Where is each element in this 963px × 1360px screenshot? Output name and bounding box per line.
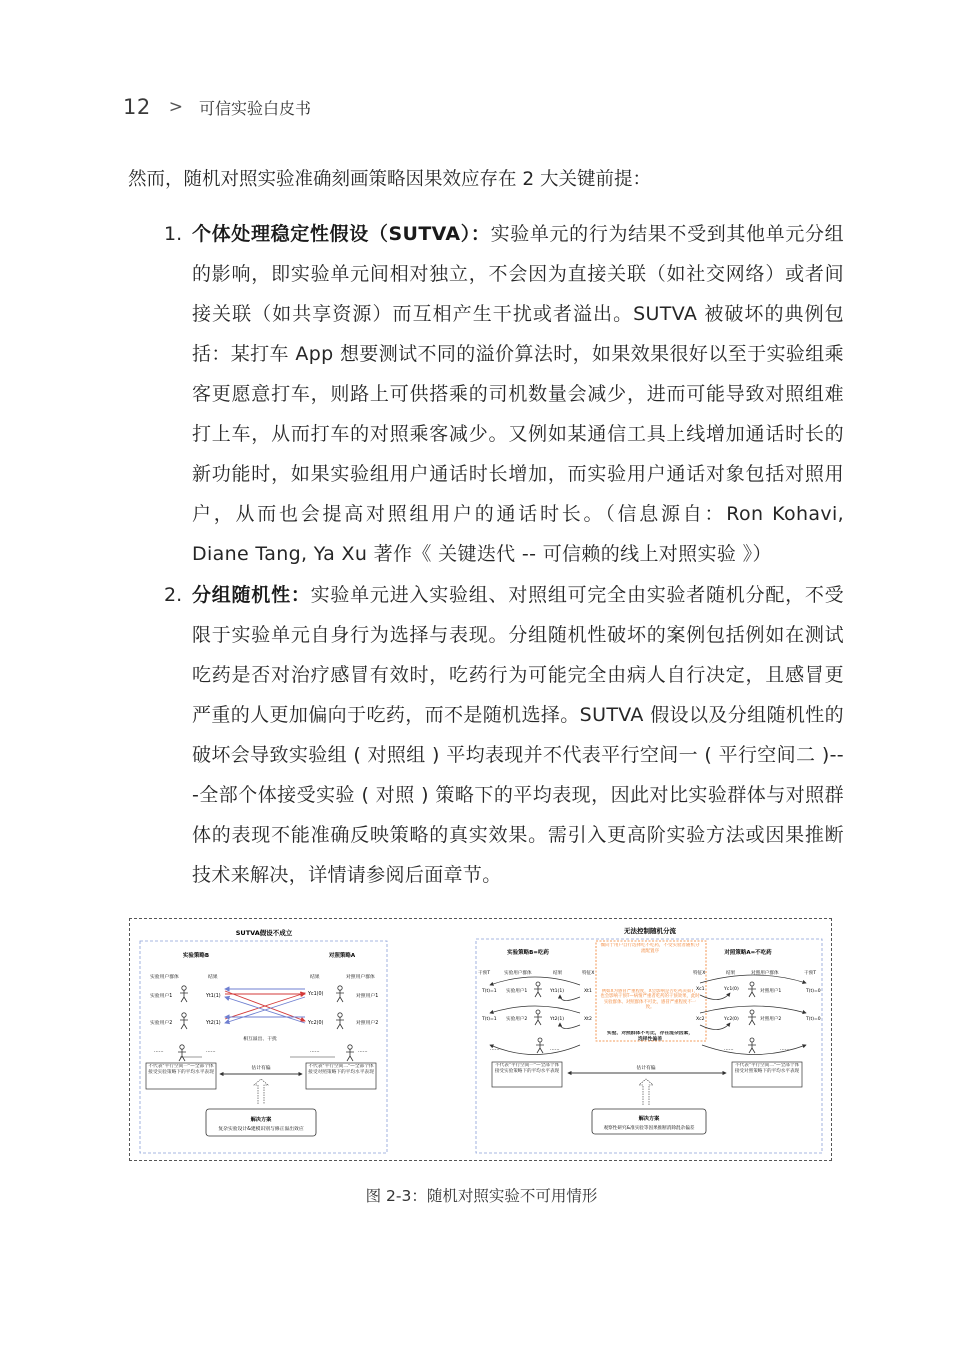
list-item-text: 实验单元进入实验组、对照组可完全由实验者随机分配，不受限于实验单元自身行为选择与表现。分组随机性破坏的案例包括例如在测试吃药是否对治疗感冒有效时，吃药行为可能完全由病人自行决定，且感冒更严重的人更加偏向于吃药，而不是随机选择。SUTVA 假设以及分组随机性的破坏会导致实验组 ( 对照组 ) 平均表现并不代表平行空间一 ( 平行空间二 )---全部个体接受实验 ( 对照 ) 策略下的平均表现，因此对比实验群体与对照群体的表现不能准确反映策略的真实效果。需引入更高阶实验方法或因果推断技术来解决，详情请参阅后面章节。 — [192, 584, 844, 886]
right-panel — [476, 926, 822, 1153]
running-header — [123, 92, 311, 122]
right-t2: T(t)=1 — [482, 1017, 497, 1022]
left-ctl-user1: 对照用户1 — [356, 994, 379, 999]
list-item-text: 实验单元的行为结果不受到其他单元分组的影响，即实验单元间相对独立，不会因为直接关联（如社交网络）或者间接关联（如共享资源）而互相产生干扰或者溢出。SUTVA 被破坏的典例包括：某打车 App 想要测试不同的溢价算法时，如果效果很好以至于实验组乘客更愿意打车，则路上可供搭乘的司机数量会减少，进而可能导致对照组难打上车，从而打车的对照乘客减少。又例如某通信工具上线增加通话时长的新功能时，如果实验组用户通话时长增加，而实验用户通话对象包括对照用户，从而也会提高对照组用户的通话时长。（信息源自：Ron Kohavi, Diane Tang, Ya Xu 著作《 关键迭代 -- 可信赖的线上对照实验 》） — [192, 223, 844, 565]
right-note-left: 不代表"平行空间一"—全部个体接受实验策略下的平均水平表现 — [494, 1063, 560, 1074]
list-item-heading: 分组随机性： — [192, 584, 311, 606]
right-ctl-user2: 对照用户2 — [760, 1017, 782, 1022]
left-solution-text: 复杂实验设计&建模识别与修正溢出效应 — [218, 1127, 304, 1132]
left-yt1: Yt1(1) — [206, 994, 221, 999]
list-item — [164, 214, 844, 574]
right-yt1: Yt1(1) — [550, 989, 565, 994]
left-ctl-user2: 对照用户2 — [356, 1021, 379, 1026]
right-t4: T(t)=0 — [806, 1017, 821, 1022]
right-intervene-a: 干预T — [478, 971, 490, 976]
list-item-heading: 个体处理稳定性假设（SUTVA）： — [192, 223, 491, 245]
person-icon — [178, 986, 354, 1061]
right-group-ctl: 对照用户群体 — [751, 971, 779, 976]
right-result-b: 结果 — [726, 971, 736, 976]
figure-diagram — [129, 918, 832, 1161]
left-treatment-title: 实验策略B — [182, 953, 210, 959]
right-feature-a: 特征X — [582, 971, 595, 976]
left-dots-a: ...... — [154, 1048, 164, 1054]
right-yc2: Yc2(0) — [724, 1017, 739, 1022]
left-col-result-b: 结果 — [310, 975, 320, 980]
right-dots-c: ...... — [724, 1046, 734, 1052]
left-estimate-label: 估计有偏 — [251, 1066, 271, 1071]
left-yt2: Yt2(1) — [206, 1021, 221, 1026]
right-xc2: Xc2 — [696, 1017, 705, 1022]
right-estimate-label: 估计有偏 — [636, 1066, 656, 1071]
left-dots-c: ...... — [310, 1048, 320, 1054]
confound-note: 实验、对照群体不可比，存在混杂因素，选择性偏差 — [606, 1031, 694, 1042]
right-dots-a: ...... — [490, 1046, 500, 1052]
diagram-svg — [130, 919, 832, 1161]
right-t3: T(t)=0 — [806, 989, 821, 994]
left-note-left: 不代表"平行空间一"—全部个体接受实验策略下的平均水平表现 — [148, 1064, 214, 1075]
right-group-exp: 实验用户群体 — [504, 971, 532, 976]
right-yc1: Yc1(0) — [724, 987, 739, 992]
right-solution-text: 观察性研究&准实验等因果推断消除混杂偏差 — [603, 1126, 695, 1131]
right-control-title: 对照策略A=不吃药 — [724, 950, 772, 956]
figure-caption: 图 2-3：随机对照实验不可用情形 — [365, 1187, 598, 1205]
right-exp-user1: 实验用户1 — [506, 989, 528, 994]
book-title: 可信实验白皮书 — [198, 98, 311, 118]
page-number: 12 — [123, 95, 151, 119]
left-solution-title: 解决方案 — [250, 1117, 272, 1123]
left-col-exp-users: 实验用户群体 — [150, 975, 179, 980]
interference-arrows — [225, 989, 305, 1023]
right-dots-d: ...... — [780, 1046, 790, 1052]
right-xt1: Xt1 — [584, 989, 592, 994]
right-t1: T(t)=1 — [482, 989, 497, 994]
left-interaction-label: 相互溢出、干扰 — [243, 1037, 277, 1042]
left-exp-user1: 实验用户1 — [150, 994, 173, 999]
right-solution-title: 解决方案 — [638, 1116, 660, 1122]
right-xt2: Xt2 — [584, 1017, 592, 1022]
list-item — [164, 575, 844, 895]
right-exp-user2: 实验用户2 — [506, 1017, 528, 1022]
left-up-arrow — [254, 1079, 268, 1104]
right-up-arrow — [639, 1079, 653, 1105]
right-treatment-title: 实验策略B=吃药 — [507, 950, 549, 956]
left-control-title: 对照策略A — [328, 953, 356, 959]
right-yt2: Yt2(1) — [550, 1017, 565, 1022]
list-marker: 2. — [164, 584, 183, 606]
left-dots-b: ...... — [206, 1048, 216, 1054]
right-result-a: 结果 — [553, 971, 563, 976]
left-panel — [140, 928, 387, 1153]
left-col-result-a: 结果 — [208, 975, 218, 980]
left-yc2: Yc2(0) — [308, 1021, 324, 1026]
left-col-ctl-users: 对照用户群体 — [346, 975, 375, 980]
right-panel-title: 无法控制随机分流 — [624, 927, 676, 935]
right-feature-b: 特征X — [693, 971, 706, 976]
orange-note-top: 倾向于用户自行选择吃不吃药，不受实验者随机分流配置序 — [600, 943, 700, 954]
left-panel-title: SUTVA假设不成立 — [235, 929, 293, 937]
right-xc1: Xc1 — [696, 987, 705, 992]
left-dots-d: ...... — [358, 1048, 368, 1054]
orange-note-mid: 例如X为感冒严重程度，X会影响是否吃药决策T，也会影响干预T—病情严重者吃药的干预效果，此时实验群体、对照群体不可比，感冒严重程度不一致。 — [600, 989, 700, 1011]
list-item-body — [192, 575, 844, 895]
breadcrumb-separator: > — [168, 97, 183, 117]
right-intervene-b: 干预T — [804, 971, 816, 976]
list-item-body — [192, 214, 844, 574]
right-ctl-user1: 对照用户1 — [760, 989, 782, 994]
list-marker: 1. — [164, 223, 183, 245]
intro-paragraph: 然而，随机对照实验准确刻画策略因果效应存在 2 大关键前提： — [128, 169, 652, 190]
left-yc1: Yc1(0) — [308, 992, 324, 997]
right-note-right: 不代表"平行空间二"—全部个体接受对照策略下的平均水平表现 — [734, 1063, 800, 1074]
left-exp-user2: 实验用户2 — [150, 1021, 173, 1026]
right-dots-b: ...... — [550, 1046, 560, 1052]
left-note-right: 不代表"平行空间二"—全部个体接受对照策略下的平均水平表现 — [308, 1064, 374, 1075]
